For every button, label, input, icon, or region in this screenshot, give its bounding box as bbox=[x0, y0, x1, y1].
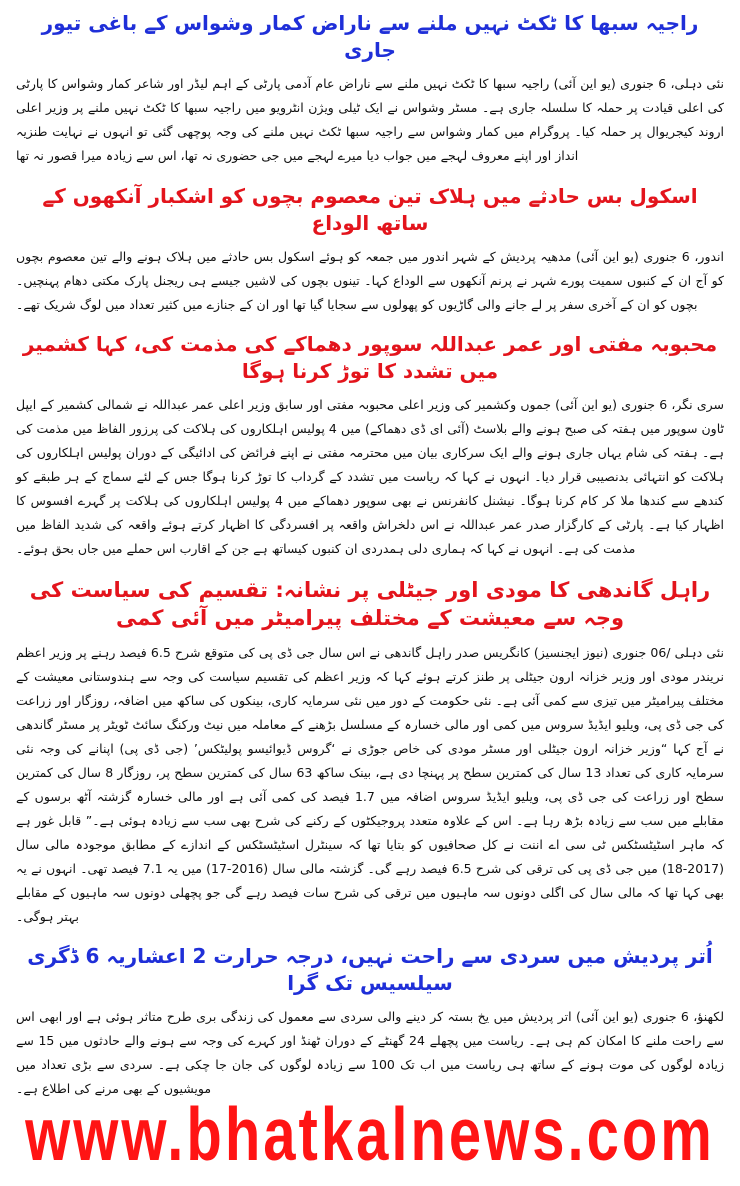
website-watermark: www.bhatkalnews.com bbox=[25, 1092, 715, 1177]
story-indore-bus-accident bbox=[16, 183, 724, 317]
story-rahul-gandhi-gdp bbox=[16, 576, 724, 929]
story-body-kumar-vishwas: نئی دہلی، 6 جنوری (یو این آئی) راجیہ سبھا کا ٹکٹ نہیں ملنے سے ناراض عام آدمی پارٹی کے اہم لیڈر اور شاعر کمار وشواس کا پارٹی کی اعلی قیادت پر حملہ کا سلسلہ جاری ہے۔ مسٹر وشواس نے ایک ٹیلی ویژن انٹرویو میں راجیہ سبھا کا ٹکٹ نہیں ملنے پر وزیر اعلی اروند کیجریوال پر حملہ کیا۔ پروگرام میں کمار وشواس سے راجیہ سبھا ٹکٹ نہیں ملنے کی وجہ پوچھی گئی تو انہوں نے نہایت طنزیہ انداز اور اپنے معروف لہجے میں جواب دیا میرے لہجے میں جی حضوری نہ تھا، اس سے زیادہ میرا قصور نہ تھا bbox=[16, 76, 724, 163]
story-up-cold-wave bbox=[16, 943, 724, 1101]
story-body-rahul-gandhi-gdp: نئی دہلی /06 جنوری (نیوز ایجنسیز) کانگریس صدر راہل گاندھی نے اس سال جی ڈی پی کی متوقع شرح 6.5 فیصد رہنے پر وزیر اعظم نریندر مودی اور وزیر خزانہ ارون جیٹلی پر طنز کرتے ہوئے کہا کہ وزیر اعظم کی تقسیم سیاست کی وجہ سے ہندوستانی معیشت کے مختلف پیرامیٹر میں تیزی سے کمی آئی ہے۔ نئی حکومت کے دور میں نئی سرمایہ کاری، بینکوں کی ساکھ میں اضافہ، روزگار اور زراعت کی جی ڈی پی، ویلیو ایڈیڈ سروس میں کمی اور مالی خسارہ کے مسلسل بڑھنے کے معاملہ میں نیٹ ورکنگ سائٹ ٹویٹر پر مسٹر گاندھی نے آج کہا “وزیر خزانہ ارون جیٹلی اور مسٹر مودی کی خاص جوڑی نے ‘گروس ڈیوائیسو پولیٹکس’ (جی ڈی پی) اپنانے کی وجہ نئی سرمایہ کاری کی تعداد 13 سال کی کمترین سطح پر پہنچا دی ہے، بینک ساکھ 63 سال کی کمترین سطح پر، روزگار 8 سال کی کمترین سطح اور زراعت کی جی ڈی پی، ویلیو ایڈیڈ سروس اضافہ میں 1.7 فیصد کی کمی آئی ہے اور مالی خسارہ گزشتہ آٹھ برسوں کے مقابلے میں سب سے زیادہ بڑھ رہا ہے۔ اس کے علاوہ متعدد پروجیکٹوں کے رکنے کی شرح بھی سب سے زیادہ ہوئی ہے۔” قابل غور ہے کہ ماہر اسٹیٹسٹکس ٹی سی اے اننت نے کل صحافیوں کو بتایا تھا کہ سینٹرل اسٹیٹسٹکس کے اندازے کے مطابق موجودہ مالی سال (2017-18) میں جی ڈی پی کی ترقی کی شرح 6.5 فیصد رہے گی۔ گزشتہ مالی سال (2016-17) میں یہ 7.1 فیصد تھی۔ انہوں نے یہ بھی کہا تھا کہ مالی سال کی اگلی دونوں سہ ماہیوں میں ترقی کی شرح سات فیصد رہے گی جو پچھلی دونوں سہ ماہیوں کے مقابلے بہتر ہوگی۔ bbox=[16, 644, 724, 924]
headline-kumar-vishwas: راجیہ سبھا کا ٹکٹ نہیں ملنے سے ناراض کمار وشواس کے باغی تیور جاری bbox=[41, 11, 699, 62]
story-kumar-vishwas bbox=[16, 10, 724, 168]
headline-indore-bus-accident: اسکول بس حادثے میں ہلاک تین معصوم بچوں کو اشکبار آنکھوں کے ساتھ الوداع bbox=[42, 183, 698, 235]
story-body-indore-bus-accident: اندور، 6 جنوری (یو این آئی) مدھیہ پردیش کے شہر اندور میں جمعہ کو ہوئے اسکول بس حادثے میں ہلاک ہونے والے تین معصوم بچوں کو آج ان کے کنبوں سمیت پورے شہر نے پرنم آنکھوں سے الوداع کہا۔ تینوں بچوں کی لاشیں جیسے ہی ریجنل پارک مکتی دھام پہنچیں۔ بچوں کو ان کے آخری سفر پر لے جانے والی گاڑیوں کو پھولوں سے سجایا گیا تھا اور ان کے جنازے میں کثیر تعداد میں لوگ شریک تھے۔ bbox=[16, 248, 724, 312]
story-sopore-blast bbox=[16, 331, 724, 561]
headline-up-cold-wave: اُتر پردیش میں سردی سے راحت نہیں، درجہ حرارت 2 اعشاریہ 6 ڈگری سیلسیس تک گرا bbox=[27, 944, 713, 996]
headline-rahul-gandhi-gdp: راہل گاندھی کا مودی اور جیٹلی پر نشانہ: تقسیم کی سیاست کی وجہ سے معیشت کے مختلف پیرامیٹر میں آئی کمی bbox=[29, 577, 711, 631]
story-body-up-cold-wave: لکھنؤ، 6 جنوری (یو این آئی) اتر پردیش میں یخ بستہ کر دینے والی سردی سے معمول کی زندگی بری طرح متاثر ہوئی ہے اور ابھی اس سے راحت ملنے کا امکان کم ہی ہے۔ ریاست میں پچھلے 24 گھنٹے کے دوران ٹھنڈ اور کہرے کی وجہ سے ہونے والے حادثوں میں 15 سے زیادہ لوگوں کی موت ہونے کے ساتھ ہی ریاست میں اب تک 100 سے زیادہ لوگوں کی جان جا چکی ہے۔ سردی سے بڑی تعداد میں مویشیوں کے بھی مرنے کی اطلاع ہے۔ bbox=[16, 1009, 725, 1097]
story-body-sopore-blast: سری نگر، 6 جنوری (یو این آئی) جموں وکشمیر کی وزیر اعلی محبوبہ مفتی اور سابق وزیر اعلی عمر عبداللہ نے شمالی کشمیر کے ایپل ٹاون سوپور میں ہفتہ کی صبح ہونے والے بلاسٹ (آئی ای ڈی دھماکے) میں 4 پولیس اہلکاروں کی ہلاکت کی پرزور الفاظ میں مذمت کی ہے۔ ہفتہ کی شام یہاں جاری ہونے والے ایک سرکاری بیان میں محترمہ مفتی نے اپنے فرائض کی ادائیگی کے دوران پولیس اہلکاروں کی ہلاکت کو انتہائی بدنصیبی قرار دیا۔ انہوں نے کہا کہ ریاست میں تشدد کے گرداب کا توڑ کرنا ہوگا جس کے لئے سماج کے ہر طبقے کو کندھے سے کندھا ملا کر کام کرنا ہوگا۔ نیشنل کانفرنس نے بھی سوپور دھماکے میں 4 پولیس اہلکاروں کی ہلاکت پر گہرے افسوس کا اظہار کیا ہے۔ پارٹی کے کارگزار صدر عمر عبداللہ نے اس دلخراش واقعہ پر افسردگی کا اظہار کرتے ہوئے واقعہ کی شدید الفاظ میں مذمت کی ہے۔ انہوں نے کہا کہ ہماری دلی ہمدردی ان کنبوں کیساتھ ہے جن کے اقارب اس حملے میں جاں بحق ہوئے۔ bbox=[16, 397, 725, 557]
headline-sopore-blast: محبوبہ مفتی اور عمر عبداللہ سوپور دھماکے کی مذمت کی، کہا کشمیر میں تشدد کا توڑ کرنا ہوگا bbox=[22, 332, 718, 384]
